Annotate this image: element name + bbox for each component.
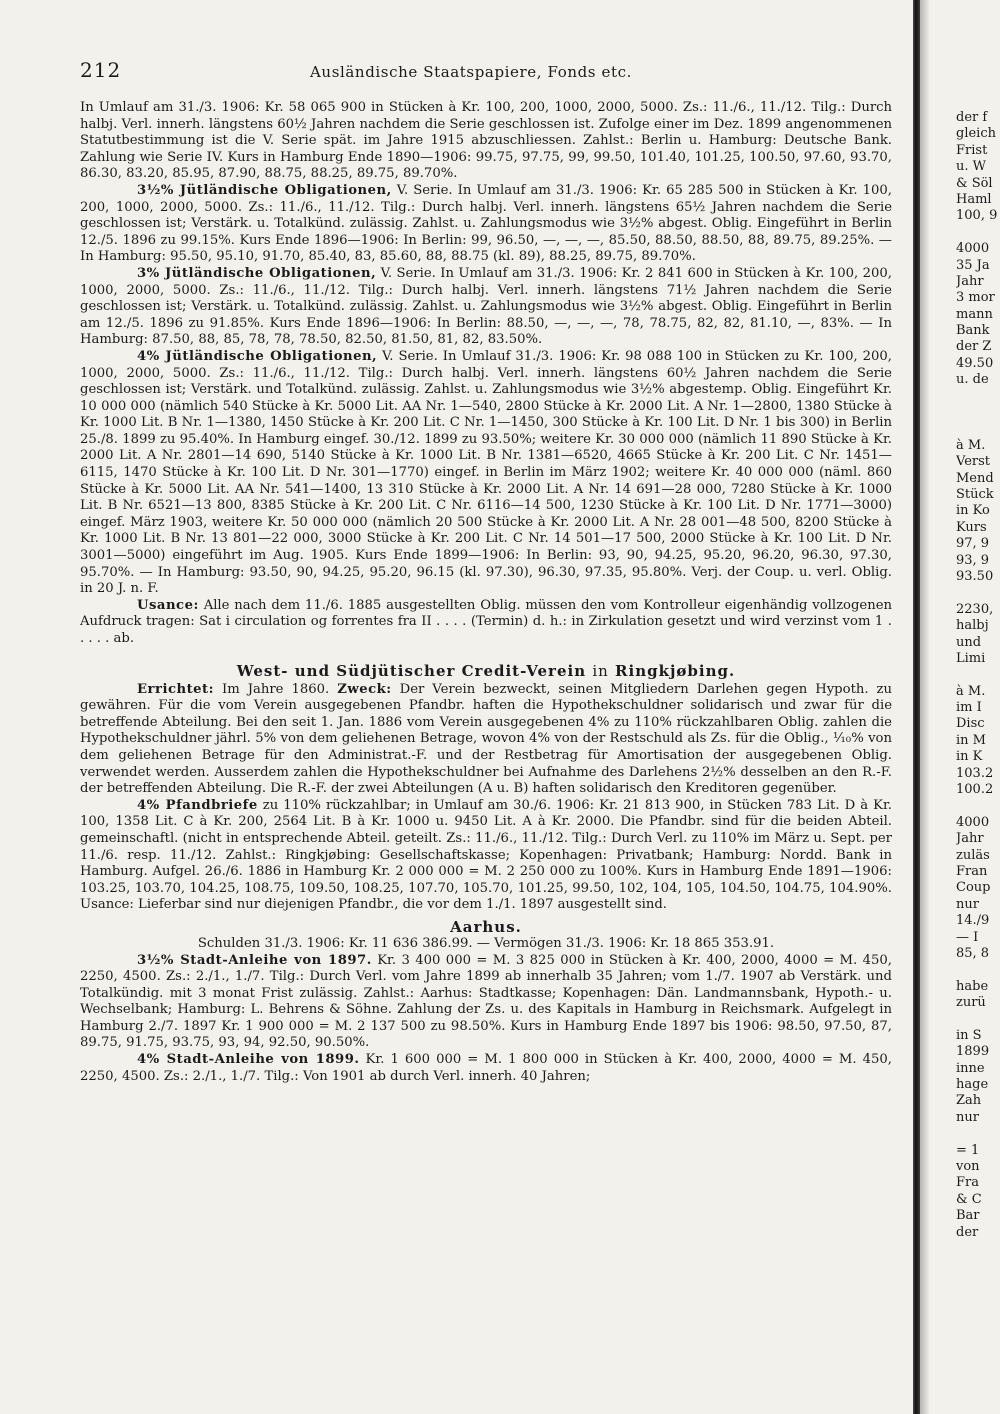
juetlaendische-4-heading: 4% Jütländische Obligationen,	[137, 348, 378, 364]
anleihe-1899-heading: 4% Stadt-Anleihe von 1899.	[137, 1052, 360, 1068]
next-page-fragment: gleich	[956, 126, 996, 142]
anleihe-1899-paragraph	[80, 1052, 892, 1085]
next-page-fragment: Jahr	[956, 273, 984, 289]
next-page-fragment: & Söl	[956, 175, 993, 191]
pfandbriefe-paragraph	[80, 798, 892, 914]
next-page-fragment: in Ko	[956, 503, 990, 519]
next-page-fragment: = 1	[956, 1142, 980, 1158]
intro-paragraph: In Umlauf am 31./3. 1906: Kr. 58 065 900 in Stücken à Kr. 100, 200, 1000, 2000, 5000. Zs.: 11./6., 11./12. Tilg.: Durch halbj. Verl. innerh. längstens 60½ Jahren nachdem die Serie geschlossen ist. Zufolge einer im Dez. 1899 angenommenen Statutbestimmung ist die V. Serie spät. im Jahre 1915 abzuschliessen. Zahlst.: Berlin u. Hamburg: Deutsche Bank. Zahlung wie Serie IV. Kurs in Hamburg Ende 1890—1906: 99.75, 97.75, 99, 99.50, 101.40, 101.25, 100.50, 97.60, 93.70, 86.30, 83.20, 85.95, 87.90, 88.75, 88.25, 89.75, 89.70%.	[80, 100, 892, 182]
juetlaendische-4-text: V. Serie. In Umlauf 31./3. 1906: Kr. 98 088 100 in Stücken zu Kr. 100, 200, 1000, 2000, 5000. Zs.: 11./6., 11./12. Tilg.: Durch halbj. Verl. innerh. längstens 60½ Jahren nachdem die Serie geschlossen ist; Verstärk. und Totalkünd. zulässig. Zahlst. u. Zahlungsmodus wie 3½% abgestemp. Oblig. Eingeführt Kr. 10 000 000 (nämlich 540 Stücke à Kr. 5000 Lit. AA Nr. 1—540, 2800 Stücke à Kr. 2000 Lit. A Nr. 1—2800, 1380 Stücke à Kr. 1000 Lit. B Nr. 1—1380, 1450 Stücke à Kr. 200 Lit. C Nr. 1—1450, 300 Stücke à Kr. 100 Lit. D Nr. 1 bis 300) in Berlin 25./8. 1899 zu 95.40%. In Hamburg eingef. 30./12. 1899 zu 93.50%; weitere Kr. 30 000 000 (nämlich 11 890 Stücke à Kr. 2000 Lit. A Nr. 2801—14 690, 5140 Stücke à Kr. 1000 Lit. B Nr. 1381—6520, 4665 Stücke à Kr. 200 Lit. C Nr. 1451—6115, 1470 Stücke à Kr. 100 Lit. D Nr. 301—1770) eingef. in Berlin im März 1902; weitere Kr. 40 000 000 (näml. 860 Stücke à Kr. 5000 Lit. AA Nr. 541—1400, 13 310 Stücke à Kr. 2000 Lit. A Nr. 14 691—28 000, 7280 Stücke à Kr. 1000 Lit. B Nr. 6521—13 800, 8385 Stücke à Kr. 200 Lit. C Nr. 6116—14 500, 1230 Stücke à Kr. 100 Lit. D Nr. 1771—3000) eingef. März 1903, weitere Kr. 50 000 000 (nämlich 20 500 Stücke à Kr. 2000 Lit. A Nr. 28 001—48 500, 8200 Stücke à Kr. 1000 Lit. B Nr. 13 801—22 000, 3000 Stücke à Kr. 200 Lit. C Nr. 14 501—17 500, 2000 Stücke à Kr. 100 Lit. D Nr. 3001—5000) eingeführt im Aug. 1905. Kurs Ende 1899—1906: In Berlin: 93, 90, 94.25, 95.20, 96.20, 96.30, 97.30, 95.70%. — In Hamburg: 93.50, 90, 94.25, 95.20, 96.15 (kl. 97.30), 96.30, 97.35, 95.80%. Verj. der Coup. u. verl. Oblig. in 20 J. n. F.	[80, 348, 892, 597]
next-page-fragment: Verst	[956, 454, 990, 470]
next-page-fragment: 93, 9	[956, 552, 990, 568]
page-header	[80, 58, 892, 88]
usance-paragraph	[80, 598, 892, 648]
errichtet-label: Errichtet:	[137, 681, 215, 697]
juetlaendische-3-5-text: V. Serie. In Umlauf am 31./3. 1906: Kr. 65 285 500 in Stücken à Kr. 100, 200, 1000, 2000, 5000. Zs.: 11./6., 11./12. Tilg.: Durch halbj. Verl. innerh. längstens 65½ Jahren nachdem die Serie geschlossen ist; Verstärk. u. Totalkünd. zulässig. Zahlst. u. Zahlungsmodus wie 3½% abgest. Oblig. Eingeführt in Berlin 12./5. 1896 zu 99.15%. Kurs Ende 1896—1906: In Berlin: 99, 96.50, —, —, —, 85.50, 88.50, 88.50, 88, 89.75, 89.25%. — In Hamburg: 95.50, 95.10, 91.70, 85.40, 83, 85.60, 88, 88.75 (kl. 89), 88.25, 89.75, 89.70%.	[80, 182, 892, 265]
aarhus-title: Aarhus.	[450, 917, 522, 936]
next-page-fragment	[956, 1126, 1000, 1142]
juetlaendische-3-5-paragraph	[80, 183, 892, 266]
next-page-fragment: u. de	[956, 372, 989, 388]
page-body	[80, 100, 892, 1085]
next-page-fragment: mann	[956, 306, 993, 322]
next-page-fragment: Limi	[956, 650, 986, 666]
credit-verein-title	[80, 662, 892, 680]
next-page-fragment	[956, 798, 1000, 814]
juetlaendische-3-5-heading: 3½% Jütländische Obligationen,	[137, 182, 392, 198]
next-page-fragment: halbj	[956, 618, 989, 634]
next-page-fragment: Bank	[956, 323, 990, 339]
next-page-fragment: 93.50	[956, 568, 994, 584]
page-number: 212	[80, 58, 122, 82]
next-page-fragment	[956, 667, 1000, 683]
next-page-fragment: nur	[956, 1109, 979, 1125]
next-page-fragment: der	[956, 1224, 979, 1240]
next-page-fragment: habe	[956, 978, 989, 994]
next-page-fragment: zuläs	[956, 847, 990, 863]
next-page-fragment: 100, 9	[956, 208, 998, 224]
juetlaendische-3-heading: 3% Jütländische Obligationen,	[137, 265, 377, 281]
next-page-fragment	[956, 962, 1000, 978]
next-page-fragment: — I	[956, 929, 979, 945]
next-page-fragment: in K	[956, 749, 983, 765]
juetlaendische-3-paragraph	[80, 266, 892, 349]
credit-verein-title-city: Ringkjøbing.	[615, 661, 736, 680]
left-page-column	[80, 58, 892, 1085]
next-page-fragment: Fran	[956, 863, 988, 879]
next-page-fragment: im I	[956, 700, 982, 716]
book-gutter	[913, 0, 920, 1414]
next-page-fragment: inne	[956, 1060, 985, 1076]
anleihe-1897-heading: 3½% Stadt-Anleihe von 1897.	[137, 952, 372, 968]
next-page-fragment: 85, 8	[956, 945, 990, 961]
next-page-fragment	[956, 405, 1000, 421]
next-page-fragment: Disc	[956, 716, 985, 732]
next-page-fragment: Haml	[956, 191, 992, 207]
next-page-fragment: in M	[956, 732, 986, 748]
next-page-fragment: Bar	[956, 1208, 980, 1224]
zweck-text: Der Verein bezweckt, seinen Mitgliedern Darlehen gegen Hypoth. zu gewähren. Für die vom Verein ausgegebenen Pfandbr. haften die Hypothekschuldner solidarisch und zwar für die betreffende Abteilung. Bei den seit 1. Jan. 1886 vom Verein ausgegebenen 4% zu 110% rückzahlbaren Oblig. zahlen die Hypothekschuldner jährl. 5% von dem geliehenen Betrage, wovon 4% von der Restschuld als Zs. für die Oblig., ⅒% von dem geliehenen Betrage für den Administrat.-F. und der Restbetrag für Amortisation der ausgegebenen Oblig. verwendet werden. Ausserdem zahlen die Hypothekschuldner bei Aufnahme des Darlehens 2½% desselben an den R.-F. der betreffenden Abteilung. Die R.-F. der zwei Abteilungen (A u. B) haften solidarisch den Kreditoren gegenüber.	[80, 681, 892, 797]
usance-text: Alle nach dem 11./6. 1885 ausgestellten Oblig. müssen den vom Kontrolleur eigenhändig vollzogenen Aufdruck tragen: Sat i circulation og forrentes fra II . . . . (Termin) d. h.: in Zirkulation gesetzt und wird verzinst vom 1 . . . . . ab.	[80, 597, 892, 646]
credit-verein-errichtet-paragraph	[80, 682, 892, 798]
next-page-fragment: 103.2	[956, 765, 994, 781]
next-page-fragment	[956, 1011, 1000, 1027]
next-page-fragment: 100.2	[956, 782, 994, 798]
usance-heading: Usance:	[137, 597, 199, 613]
anleihe-1899-text: Kr. 1 600 000 = M. 1 800 000 in Stücken à Kr. 400, 2000, 4000 = M. 450, 2250, 4500. Zs.: 2./1., 1./7. Tilg.: Von 1901 ab durch Verl. innerh. 40 Jahren;	[80, 1052, 892, 1084]
next-page-fragment: à M.	[956, 683, 986, 699]
zweck-label: Zweck:	[337, 681, 392, 697]
next-page-fragment	[956, 585, 1000, 601]
next-page-fragment: 2230,	[956, 601, 994, 617]
next-page-fragment: nur	[956, 896, 979, 912]
errichtet-text: Im Jahre 1860.	[214, 681, 338, 697]
next-page-fragment: Zah	[956, 1093, 982, 1109]
next-page-fragment: 35 Ja	[956, 257, 990, 273]
next-page-fragment: in S	[956, 1027, 982, 1043]
next-page-fragment: von	[956, 1159, 980, 1174]
credit-verein-title-in: in	[592, 661, 609, 680]
anleihe-1897-paragraph	[80, 953, 892, 1053]
next-page-fragment	[956, 421, 1000, 437]
next-page-fragment: 14./9	[956, 913, 990, 929]
next-page-fragment: u. W	[956, 159, 986, 175]
next-page-fragment: 1899	[956, 1044, 990, 1060]
next-page-fragment	[956, 389, 1000, 405]
next-page-fragment: Coup	[956, 880, 991, 896]
next-page-fragment: Mend	[956, 470, 994, 486]
next-page-fragment: Frist	[956, 142, 988, 158]
next-page-fragment: der Z	[956, 339, 992, 355]
credit-verein-title-name: West- und Südjütischer Credit-Verein	[236, 661, 587, 680]
juetlaendische-4-paragraph	[80, 349, 892, 598]
gutter-shadow	[920, 0, 930, 1414]
next-page-fragment: 3 mor	[956, 290, 995, 306]
next-page-fragment: und	[956, 634, 982, 650]
next-page-edge	[956, 110, 1000, 1241]
next-page-fragment: & C	[956, 1191, 982, 1207]
juetlaendische-3-text: V. Serie. In Umlauf am 31./3. 1906: Kr. 2 841 600 in Stücken à Kr. 100, 200, 1000, 2000, 5000. Zs.: 11./6., 11./12. Tilg.: Durch halbj. Verl. innerh. längstens 71½ Jahren nachdem die Serie geschlossen ist; Verstärk. u. Totalkünd. zulässig. Zahlst. u. Zahlungsmodus wie 3½% abgest. Oblig. Eingeführt in Berlin am 12./5. 1896 zu 91.85%. Kurs Ende 1896—1906: In Berlin: 88.50, —, —, —, 78, 78.75, 82, 82, 81.10, —, 83%. — In Hamburg: 87.50, 88, 85, 78, 78, 78.50, 82.50, 81.50, 81, 82, 83.50%.	[80, 265, 892, 348]
next-page-fragment: 4000	[956, 814, 990, 830]
next-page-fragment: à M.	[956, 437, 986, 453]
next-page-fragment: 49.50	[956, 355, 994, 371]
next-page-fragment: 97, 9	[956, 536, 990, 552]
next-page-fragment: Jahr	[956, 831, 984, 847]
pfandbriefe-heading: 4% Pfandbriefe	[137, 797, 258, 813]
next-page-fragment: zurü	[956, 995, 986, 1011]
running-head: Ausländische Staatspapiere, Fonds etc.	[310, 63, 632, 81]
next-page-fragment: der f	[956, 110, 988, 125]
next-page-fragment: Stück	[956, 486, 994, 502]
next-page-fragment: 4000	[956, 241, 990, 257]
anleihe-1897-text: Kr. 3 400 000 = M. 3 825 000 in Stücken à Kr. 400, 2000, 4000 = M. 450, 2250, 4500. Zs.: 2./1., 1./7. Tilg.: Durch Verl. vom Jahre 1899 ab innerhalb 35 Jahren; vom 1./7. 1907 ab Verstärk. und Totalkündig. mit 3 monat Frist zulässig. Zahlst.: Aarhus: Stadtkasse; Kopenhagen: Dän. Landmannsbank, Hypoth.- u. Wechselbank; Hamburg: L. Behrens & Söhne. Zahlung der Zs. u. des Kapitals in Hamburg in Reichsmark. Aufgelegt in Hamburg 2./7. 1897 Kr. 1 900 000 = M. 2 137 500 zu 98.50%. Kurs in Hamburg Ende 1897 bis 1906: 98.50, 97.50, 87, 89.75, 91.75, 93.75, 93, 94, 92.50, 90.50%.	[80, 952, 892, 1051]
next-page-fragment: Kurs	[956, 519, 987, 535]
pfandbriefe-text: zu 110% rückzahlbar; in Umlauf am 30./6. 1906: Kr. 21 813 900, in Stücken 783 Lit. D à Kr. 100, 1358 Lit. C à Kr. 200, 2564 Lit. B à Kr. 1000 u. 9450 Lit. A à Kr. 2000. Die Pfandbr. sind für die beiden Abteil. gemeinschaftl. (nicht in entsprechende Abteil. geteilt. Zs.: 11./6., 11./12. Tilg.: Durch Verl. zu 110% im März u. Sept. per 11./6. resp. 11./12. Zahlst.: Ringkjøbing: Gesellschaftskasse; Kopenhagen: Privatbank; Hamburg: Nordd. Bank in Hamburg. Aufgel. 26./6. 1886 in Hamburg Kr. 2 000 000 = M. 2 250 000 zu 100%. Kurs in Hamburg Ende 1891—1906: 103.25, 103.70, 104.25, 108.75, 109.50, 108.25, 107.70, 105.70, 101.25, 99.50, 102, 104, 105, 104.50, 104.75, 104.90%. Usance: Lieferbar sind nur diejenigen Pfandbr., die vor dem 1./1. 1897 ausgestellt sind.	[80, 797, 892, 913]
aarhus-schulden-line: Schulden 31./3. 1906: Kr. 11 636 386.99. — Vermögen 31./3. 1906: Kr. 18 865 353.91.	[197, 935, 775, 951]
next-page-fragment	[956, 225, 1000, 241]
next-page-fragment: hage	[956, 1077, 989, 1093]
next-page-fragment: Fra	[956, 1175, 979, 1191]
